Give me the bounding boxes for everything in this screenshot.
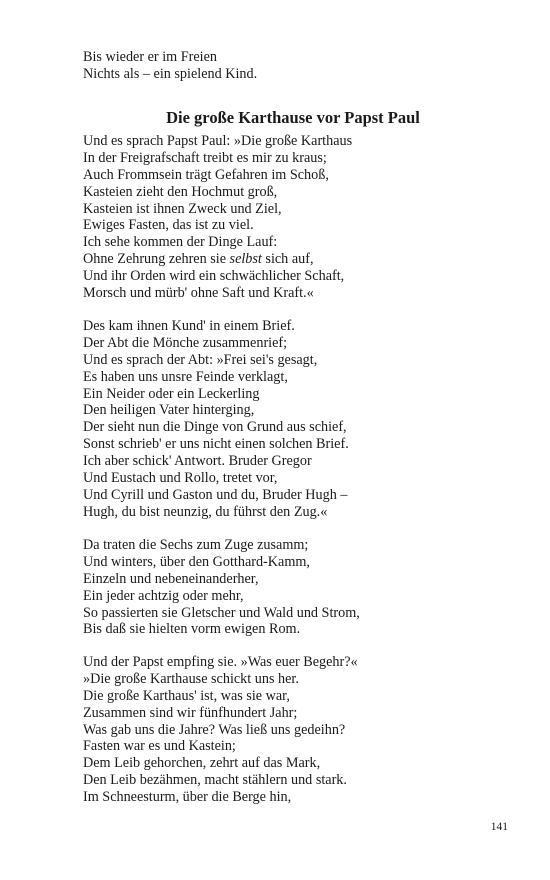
poem-line: So passierten sie Gletscher und Wald und Strom,	[83, 604, 360, 621]
poem-line: Den heiligen Vater hinterging,	[83, 402, 255, 419]
poem-line: Des kam ihnen Kund' in einem Brief.	[83, 318, 295, 334]
poem-line: Und der Papst empfing sie. »Was euer Begehr?«	[83, 654, 358, 670]
poem-line-with-emphasis	[83, 251, 503, 268]
poem-line: Es haben uns unsre Feinde verklagt,	[83, 368, 288, 385]
poem-line: Den Leib bezähmen, macht stählern und stark.	[83, 772, 347, 789]
intro-stanza	[83, 49, 503, 83]
poem-line: Dem Leib gehorchen, zehrt auf das Mark,	[83, 755, 321, 772]
poem-line: Bis wieder er im Freien	[83, 49, 217, 65]
poem-line: Ich sehe kommen der Dinge Lauf:	[83, 234, 278, 251]
poem-line: Einzeln und nebeneinanderher,	[83, 570, 259, 587]
poem-line: Auch Frommsein trägt Gefahren im Schoß,	[83, 166, 329, 183]
poem-line: Kasteien zieht den Hochmut groß,	[83, 183, 278, 200]
poem-line: Zusammen sind wir fünfhundert Jahr;	[83, 704, 298, 721]
poem-line: Ewiges Fasten, das ist zu viel.	[83, 217, 254, 234]
poem-line: Der sieht nun die Dinge von Grund aus schief,	[83, 419, 347, 436]
page-number: 141	[490, 821, 508, 833]
poem-line: Und Cyrill und Gaston und du, Bruder Hugh –	[83, 486, 348, 503]
poem-line: Und ihr Orden wird ein schwächlicher Schaft,	[83, 268, 345, 285]
poem-line: Morsch und mürb' ohne Saft und Kraft.«	[83, 285, 314, 302]
poem-line: Kasteien ist ihnen Zweck und Ziel,	[83, 200, 282, 217]
poem-line: Bis daß sie hielten vorm ewigen Rom.	[83, 621, 301, 638]
poem-line: Der Abt die Mönche zusammenrief;	[83, 334, 288, 351]
stanza-3	[83, 537, 503, 638]
poem-line: Was gab uns die Jahre? Was ließ uns gedeihn?	[83, 721, 346, 738]
poem-line: Ein jeder achtzig oder mehr,	[83, 587, 244, 604]
emphasized-word: selbst	[229, 251, 262, 268]
poem-line: Da traten die Sechs zum Zuge zusamm;	[83, 537, 309, 553]
poem-line: Ein Neider oder ein Leckerling	[83, 385, 260, 402]
stanza-2	[83, 318, 503, 521]
poem-line: Und winters, über den Gotthard-Kamm,	[83, 553, 310, 570]
poem-line: Und es sprach Papst Paul: »Die große Karthaus	[83, 133, 353, 149]
poem-line: Hugh, du bist neunzig, du führst den Zug.«	[83, 503, 328, 520]
poem-line: Fasten war es und Kastein;	[83, 738, 236, 755]
poem-line: Sonst schrieb' er uns nicht einen solchen Brief.	[83, 436, 349, 453]
stanza-1	[83, 133, 503, 302]
poem-line: Ich aber schick' Antwort. Bruder Gregor	[83, 453, 312, 470]
line-text: Ohne Zehrung zehren sie	[83, 251, 230, 268]
poem-line: Und Eustach und Rollo, tretet vor,	[83, 470, 278, 487]
poem-line: Nichts als – ein spielend Kind.	[83, 65, 258, 82]
poem-line: Im Schneesturm, über die Berge hin,	[83, 789, 292, 806]
poem-title: Die große Karthause vor Papst Paul	[166, 108, 420, 127]
poem-line: Und es sprach der Abt: »Frei sei's gesagt,	[83, 351, 318, 368]
poem-line: Die große Karthaus' ist, was sie war,	[83, 687, 290, 704]
line-text: sich auf,	[261, 251, 314, 268]
poem-line: »Die große Karthause schickt uns her.	[83, 670, 299, 687]
poem-line: In der Freigrafschaft treibt es mir zu kraus;	[83, 149, 327, 166]
stanza-4	[83, 654, 503, 806]
